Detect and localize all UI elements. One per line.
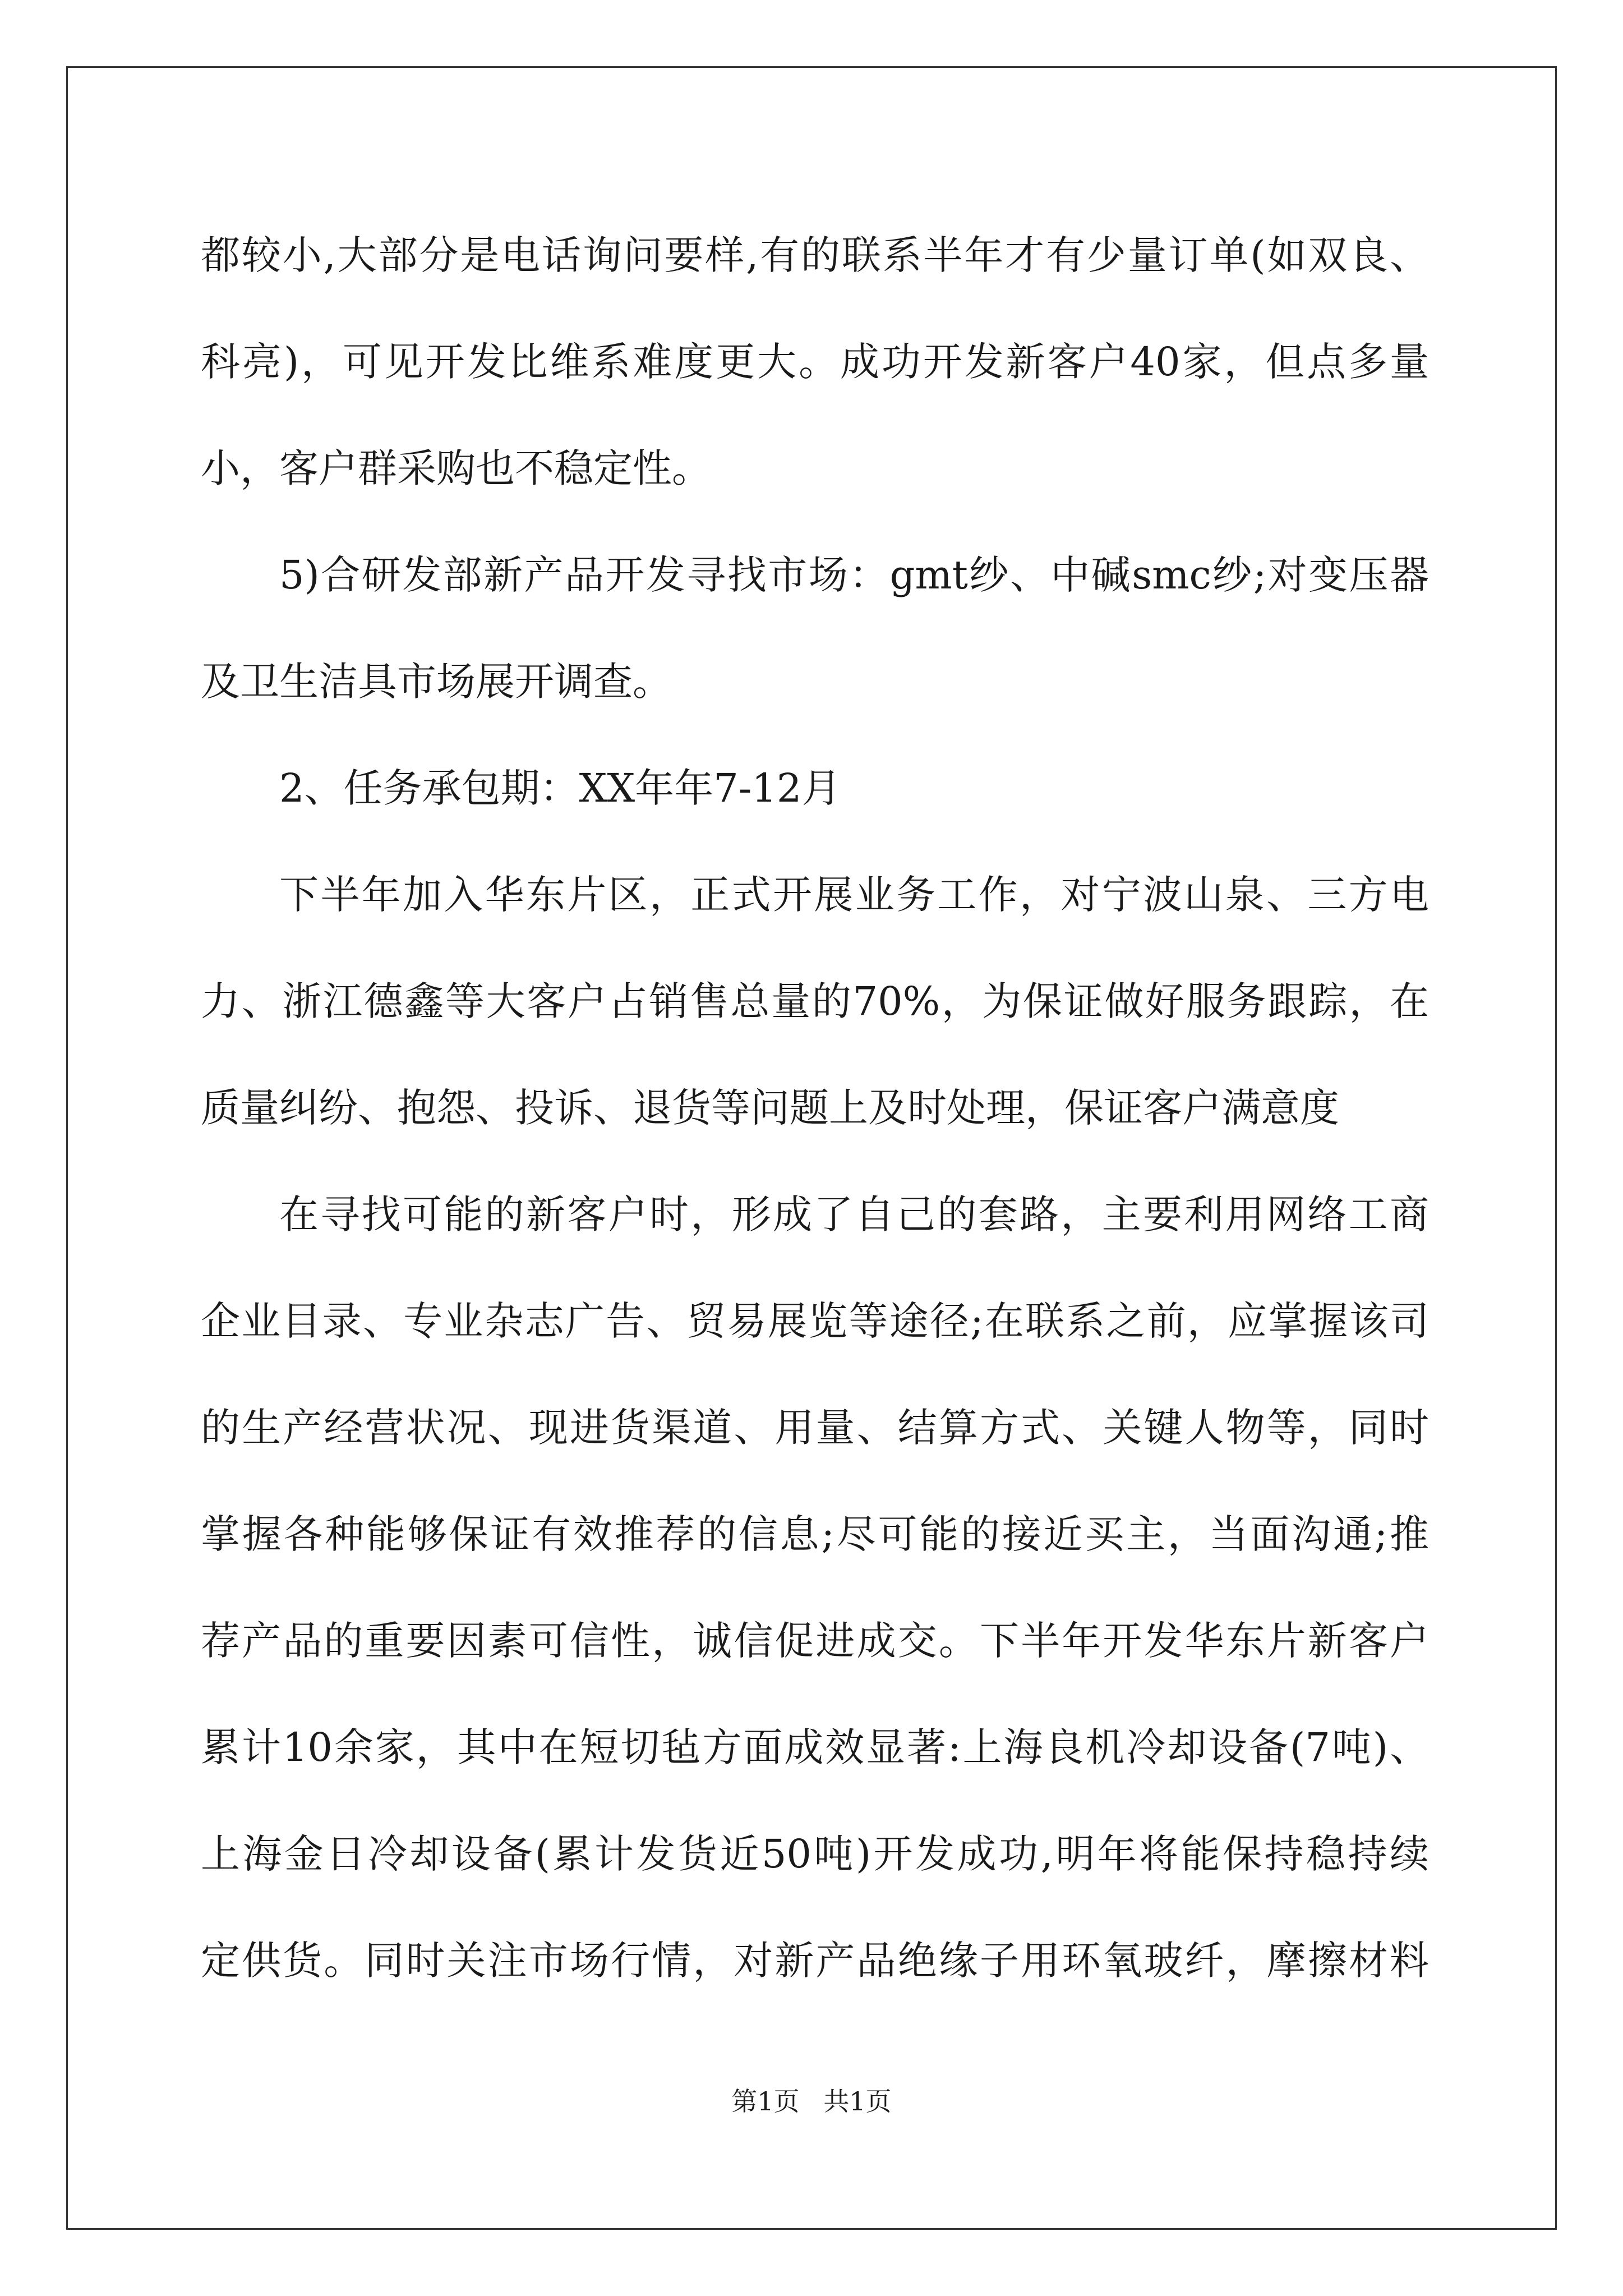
text-line: 企业目录、专业杂志广告、贸易展览等途径;在联系之前，应掌握该司 (201, 1298, 1429, 1344)
text-line: 及卫生洁具市场展开调查。 (201, 659, 672, 705)
text-line: 上海金日冷却设备(累计发货近50吨)开发成功,明年将能保持稳持续 (201, 1831, 1429, 1877)
text-line: 的生产经营状况、现进货渠道、用量、结算方式、关键人物等，同时 (201, 1405, 1429, 1451)
text-line: 科亮)，可见开发比维系难度更大。成功开发新客户40家，但点多量 (201, 339, 1429, 385)
text-line: 在寻找可能的新客户时，形成了自己的套路，主要利用网络工商 (279, 1191, 1429, 1237)
text-line: 小，客户群采购也不稳定性。 (201, 445, 711, 491)
text-line: 下半年加入华东片区，正式开展业务工作，对宁波山泉、三方电 (279, 872, 1429, 918)
text-line: 质量纠纷、抱怨、投诉、退货等问题上及时处理，保证客户满意度 (201, 1085, 1339, 1131)
page-number: 第1页 (731, 2086, 800, 2116)
text-line: 累计10余家，其中在短切毡方面成效显著:上海良机冷却设备(7吨)、 (201, 1724, 1429, 1770)
text-line: 荐产品的重要因素可信性，诚信促进成交。下半年开发华东片新客户 (201, 1618, 1429, 1664)
section-heading: 2、任务承包期：XX年年7-12月 (279, 765, 841, 811)
page-footer (0, 2081, 1623, 2118)
text-line: 力、浙江德鑫等大客户占销售总量的70%，为保证做好服务跟踪，在 (201, 978, 1429, 1024)
text-line: 都较小,大部分是电话询问要样,有的联系半年才有少量订单(如双良、 (201, 232, 1429, 278)
text-line: 掌握各种能够保证有效推荐的信息;尽可能的接近买主，当面沟通;推 (201, 1511, 1429, 1557)
page-total: 共1页 (823, 2086, 892, 2116)
text-line: 5)合研发部新产品开发寻找市场：gmt纱、中碱smc纱;对变压器 (279, 552, 1429, 598)
document-body (201, 202, 1429, 2014)
text-line: 定供货。同时关注市场行情，对新产品绝缘子用环氧玻纤，摩擦材料 (201, 1938, 1429, 1984)
